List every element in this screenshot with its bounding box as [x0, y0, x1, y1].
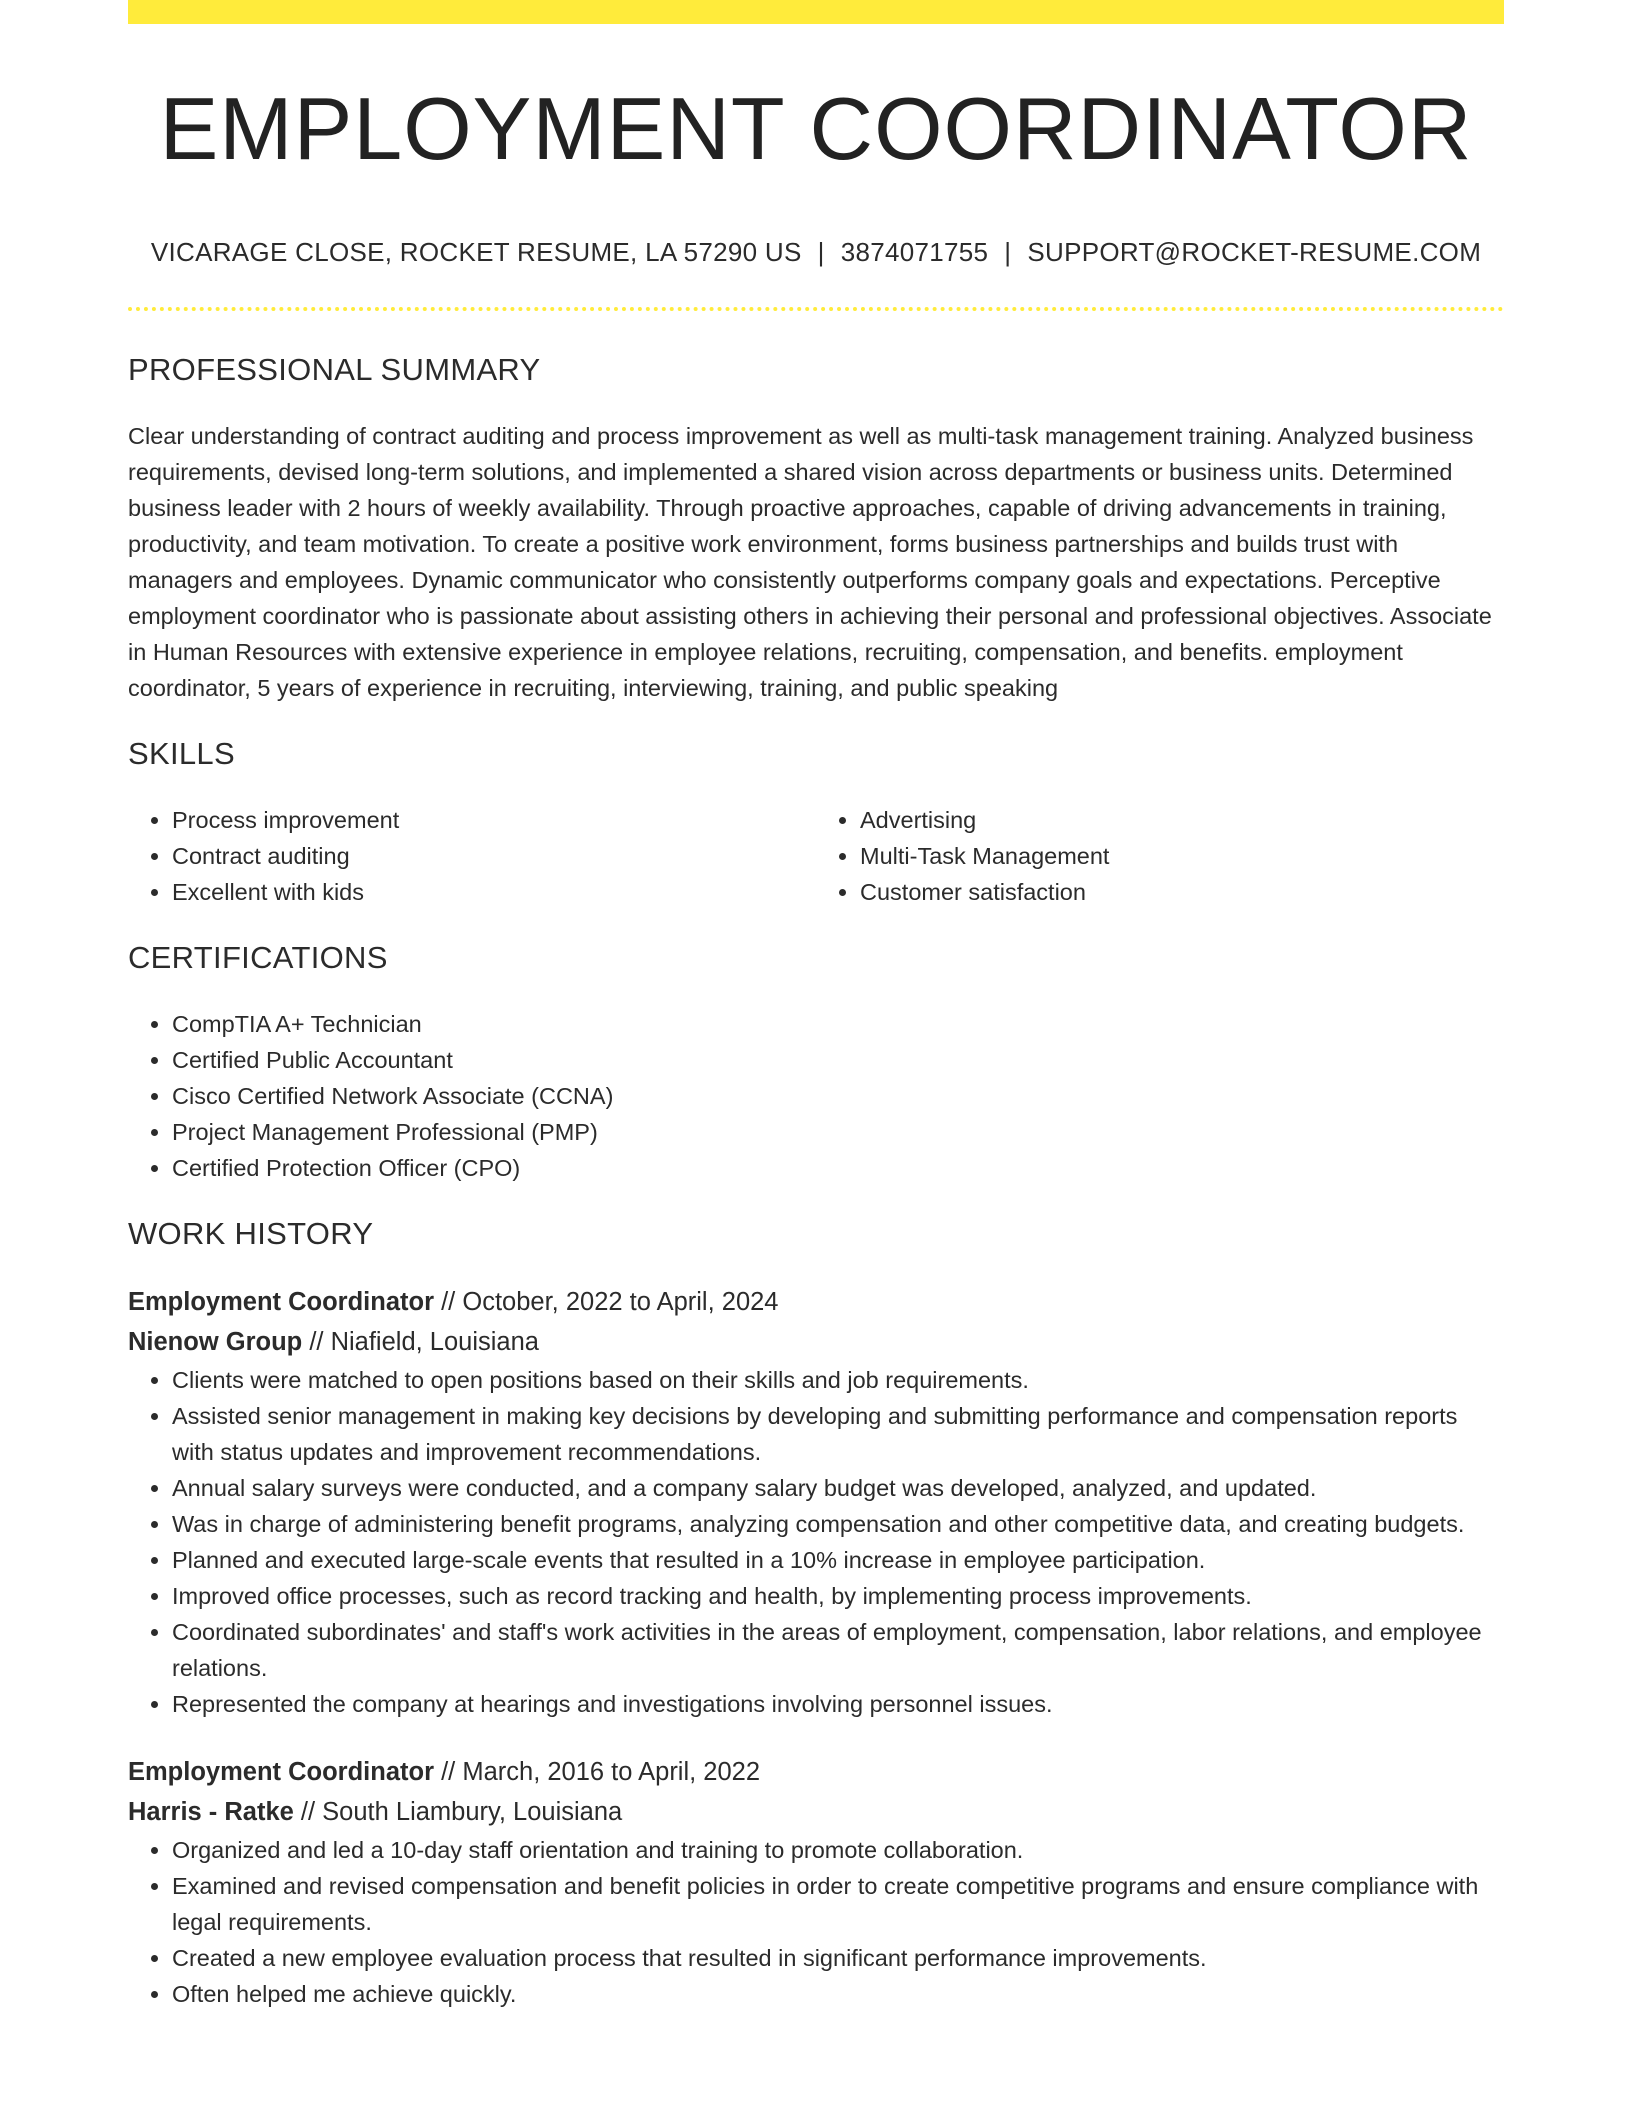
job-title-line [128, 1282, 1504, 1322]
contact-line [128, 237, 1504, 268]
job-bullet: • Assisted senior management in making key decisions by developing and submitting performance and compensation reports with status updates and improvement recommendations. [172, 1398, 1504, 1470]
job-bullet: • Annual salary surveys were conducted, and a company salary budget was developed, analyzed, and updated. [172, 1470, 1504, 1506]
job-location: // South Liambury, Louisiana [293, 1798, 623, 1826]
work-history-heading: WORK HISTORY [128, 1216, 374, 1251]
resume-title: EMPLOYMENT COORDINATOR [159, 79, 1473, 178]
job-bullet: • Represented the company at hearings and investigations involving personnel issues. [172, 1686, 1504, 1722]
job-bullet: • Improved office processes, such as record tracking and health, by implementing process improvements. [172, 1578, 1504, 1614]
job-company: Harris - Ratke [128, 1798, 294, 1826]
skills-grid [128, 802, 1504, 910]
accent-top-bar [128, 0, 1504, 24]
job-title: Employment Coordinator [128, 1288, 435, 1316]
skill-item: • Multi-Task Management [860, 838, 1504, 874]
work-history-section [128, 1216, 1504, 2012]
certification-item: • Project Management Professional (PMP) [172, 1114, 1504, 1150]
job-company-line [128, 1792, 1504, 1832]
certification-item: • Certified Public Accountant [172, 1042, 1504, 1078]
job-bullet: • Examined and revised compensation and benefit policies in order to create competitive programs and ensure compliance with legal requirements. [172, 1868, 1504, 1940]
skill-item: • Excellent with kids [172, 874, 816, 910]
job-bullet: • Was in charge of administering benefit programs, analyzing compensation and other competitive data, and creating budgets. [172, 1506, 1504, 1542]
job-entry [128, 1752, 1504, 2012]
job-bullet: • Planned and executed large-scale events that resulted in a 10% increase in employee participation. [172, 1542, 1504, 1578]
job-location: // Niafield, Louisiana [302, 1328, 539, 1356]
contact-email: SUPPORT@ROCKET-RESUME.COM [1027, 237, 1482, 267]
contact-separator: | [1004, 237, 1012, 267]
certifications-section [128, 940, 1504, 1186]
job-title: Employment Coordinator [128, 1758, 435, 1786]
job-dates: // March, 2016 to April, 2022 [434, 1758, 761, 1786]
skill-item: • Advertising [860, 802, 1504, 838]
summary-text: Clear understanding of contract auditing and process improvement as well as multi-task management training. Analyzed business requirements, devised long-term solutions, and implemented a shared vision across departments or business units. Determined business leader with 2 hours of weekly availability. Through proactive approaches, capable of driving advancements in training, productivity, and team motivation. To create a positive work environment, forms business partnerships and builds trust with managers and employees. Dynamic communicator who consistently outperforms company goals and expectations. Perceptive employment coordinator who is passionate about assisting others in achieving their personal and professional objectives. Associate in Human Resources with extensive experience in employee relations, recruiting, compensation, and benefits. employment coordinator, 5 years of experience in recruiting, interviewing, training, and public speaking [128, 423, 1492, 701]
resume-content [128, 352, 1504, 2042]
certification-item: • CompTIA A+ Technician [172, 1006, 1504, 1042]
certification-item: • Cisco Certified Network Associate (CCNA) [172, 1078, 1504, 1114]
skills-section [128, 736, 1504, 910]
job-title-line [128, 1752, 1504, 1792]
job-bullet: • Coordinated subordinates' and staff's work activities in the areas of employment, compensation, labor relations, and employee relations. [172, 1614, 1504, 1686]
job-bullets [128, 1832, 1504, 2012]
job-bullet: • Clients were matched to open positions based on their skills and job requirements. [172, 1362, 1504, 1398]
contact-address: VICARAGE CLOSE, ROCKET RESUME, LA 57290 US [150, 237, 802, 267]
skills-list-right [816, 802, 1504, 910]
certification-item: • Certified Protection Officer (CPO) [172, 1150, 1504, 1186]
skills-list-left [128, 802, 816, 910]
certifications-list [128, 1006, 1504, 1186]
contact-phone: 3874071755 [840, 237, 989, 267]
certifications-heading: CERTIFICATIONS [128, 940, 388, 975]
skill-item: • Contract auditing [172, 838, 816, 874]
job-bullet: • Created a new employee evaluation process that resulted in significant performance improvements. [172, 1940, 1504, 1976]
job-bullets [128, 1362, 1504, 1722]
job-bullet: • Often helped me achieve quickly. [172, 1976, 1504, 2012]
job-company-line [128, 1322, 1504, 1362]
job-bullet: • Organized and led a 10-day staff orientation and training to promote collaboration. [172, 1832, 1504, 1868]
skills-heading: SKILLS [128, 736, 235, 771]
summary-heading: PROFESSIONAL SUMMARY [128, 352, 541, 387]
skill-item: • Customer satisfaction [860, 874, 1504, 910]
skill-item: • Process improvement [172, 802, 816, 838]
dotted-divider [128, 307, 1504, 311]
job-company: Nienow Group [128, 1328, 303, 1356]
job-entry [128, 1282, 1504, 1722]
contact-separator: | [817, 237, 825, 267]
summary-section [128, 352, 1504, 706]
job-dates: // October, 2022 to April, 2024 [434, 1288, 779, 1316]
